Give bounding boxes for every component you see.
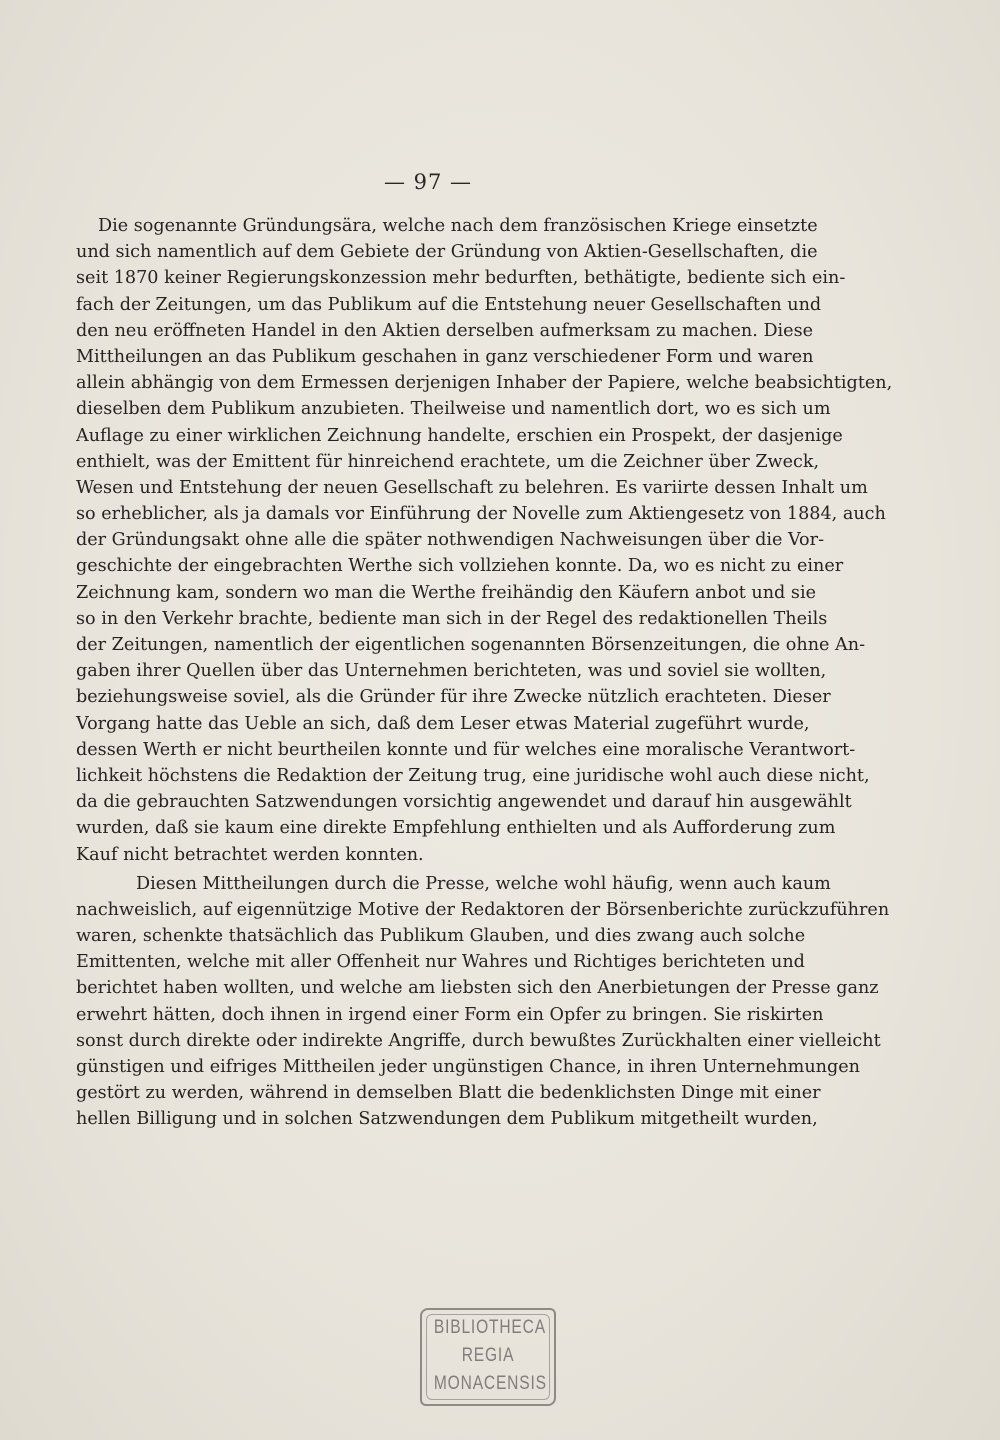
text-line: günstigen und eifriges Mittheilen jeder ungünstigen Chance, in ihren Unternehmungen [76,1057,861,1077]
text-line: dessen Werth er nicht beurtheilen konnte und für welches eine moralische Verantwort- [76,739,856,760]
text-line: so in den Verkehr brachte, bediente man sich in der Regel des redaktionellen Theils [76,608,828,629]
stamp-text-line: MONACENSIS [433,1373,547,1394]
text-line: Vorgang hatte das Ueble an sich, daß dem Leser etwas Material zugeführt wurde, [76,713,810,734]
text-line: enthielt, was der Emittent für hinreichend erachtete, um die Zeichner über Zweck, [76,451,820,472]
text-line: Zeichnung kam, sondern wo man die Werthe freihändig den Käufern anbot und sie [76,582,816,603]
text-line: den neu eröffneten Handel in den Aktien derselben aufmerksam zu machen. Diese [76,320,814,341]
text-line: Emittenten, welche mit aller Offenheit nur Wahres und Richtiges berichteten und [76,952,805,973]
text-line: erwehrt hätten, doch ihnen in irgend einer Form ein Opfer zu bringen. Sie riskirten [76,1004,824,1025]
text-line: beziehungsweise soviel, als die Gründer für ihre Zwecke nützlich erachteten. Dieser [76,687,831,708]
text-line: nachweislich, auf eigennützige Motive der Redaktoren der Börsenberichte zurückzuführen [76,899,890,920]
text-line: berichtet haben wollten, und welche am liebsten sich den Anerbietungen der Presse ganz [76,978,879,999]
paragraph-1 [76,213,893,868]
text-line: geschichte der eingebrachten Werthe sich vollziehen konnte. Da, wo es nicht zu einer [76,556,844,577]
paragraph-2 [76,871,890,1133]
body-text [76,213,893,1133]
text-line: Kauf nicht betrachtet werden konnten. [76,844,424,865]
text-line: und sich namentlich auf dem Gebiete der Gründung von Aktien-Gesellschaften, die [76,242,818,263]
library-stamp [420,1308,556,1406]
text-line: wurden, daß sie kaum eine direkte Empfehlung enthielten und als Aufforderung zum [76,818,836,839]
text-line: sonst durch direkte oder indirekte Angriffe, durch bewußtes Zurückhalten einer vielleicht [76,1030,881,1051]
text-line: hellen Billigung und in solchen Satzwendungen dem Publikum mitgetheilt wurden, [76,1109,818,1130]
text-line: seit 1870 keiner Regierungskonzession mehr bedurften, bethätigte, bediente sich ein- [76,268,846,289]
text-line: gestört zu werden, während in demselben Blatt die bedenklichsten Dinge mit einer [76,1083,821,1104]
text-line: Mittheilungen an das Publikum geschahen in ganz verschiedener Form und waren [76,346,814,367]
text-line: der Zeitungen, namentlich der eigentlichen sogenannten Börsenzeitungen, die ohne An- [76,635,866,655]
text-line: da die gebrauchten Satzwendungen vorsichtig angewendet und darauf hin ausgewählt [76,792,852,813]
stamp-text-line: BIBLIOTHECA [433,1317,546,1338]
text-line: allein abhängig von dem Ermessen derjenigen Inhaber der Papiere, welche beabsichtigten, [76,373,893,394]
page-number: — 97 — [383,170,473,194]
stamp-text-line: REGIA [461,1345,515,1366]
text-line: dieselben dem Publikum anzubieten. Theilweise und namentlich dort, wo es sich um [76,399,831,420]
text-line: Die sogenannte Gründungsära, welche nach dem französischen Kriege einsetzte [98,216,818,236]
text-line: Auflage zu einer wirklichen Zeichnung handelte, erschien ein Prospekt, der dasjenige [76,425,843,446]
text-line: der Gründungsakt ohne alle die später nothwendigen Nachweisungen über die Vor- [76,530,825,551]
text-line: fach der Zeitungen, um das Publikum auf die Entstehung neuer Gesellschaften und [76,294,822,315]
text-line: Diesen Mittheilungen durch die Presse, welche wohl häufig, wenn auch kaum [136,873,831,894]
text-line: Wesen und Entstehung der neuen Gesellschaft zu belehren. Es variirte dessen Inhalt um [76,477,868,498]
text-line: gaben ihrer Quellen über das Unternehmen berichteten, was und soviel sie wollten, [76,661,827,682]
text-line: waren, schenkte thatsächlich das Publikum Glauben, und dies zwang auch solche [76,926,806,947]
text-line: lichkeit höchstens die Redaktion der Zeitung trug, eine juridische wohl auch diese nicht, [76,765,870,786]
text-line: so erheblicher, als ja damals vor Einführung der Novelle zum Aktiengesetz von 1884, auch [76,504,886,525]
